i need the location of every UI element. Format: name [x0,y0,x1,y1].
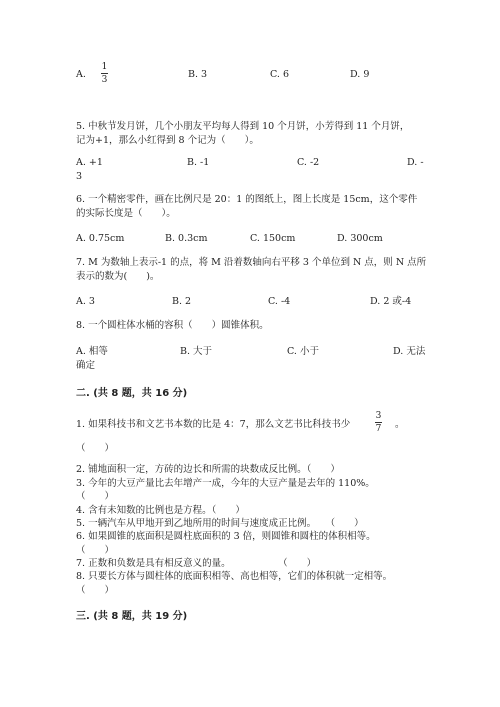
s2-q7: 7. 正数和负数是具有相反意义的量。 （ ） [76,558,317,569]
q5-stem-line1: 5. 中秋节发月饼，几个小朋友平均每人得到 10 个月饼，小芳得到 11 个月饼， [76,121,410,132]
q5-option-d: D. - [407,157,424,168]
q7-option-c: C. -4 [268,296,291,307]
q8-option-d: D. 无法 [393,346,426,357]
q7-option-d: D. 2 或-4 [370,296,412,307]
q5-stem-line2: 记为+1，那么小红得到 8 个记为（ ）。 [76,135,259,146]
q5-option-a: A. +1 [76,157,103,168]
q6-stem-line2: 的实际长度是（ ）。 [76,208,176,219]
s2-q2: 2. 铺地面积一定，方砖的边长和所需的块数成反比例。（ ） [76,464,340,475]
s2-q6-line1: 6. 如果圆锥的底面积是圆柱底面积的 3 倍，则圆锥和圆柱的体积相等。 [76,531,376,542]
fraction-numerator: 1 [101,62,108,72]
q8-option-d-wrap: 确定 [76,360,96,371]
section-3-title: 三. (共 8 题，共 19 分) [76,611,188,622]
s2-q3-line1: 3. 今年的大豆产量比去年增产一成，今年的大豆产量是去年的 110%。 [76,478,375,489]
q8-option-b: B. 大于 [180,346,213,357]
q6-option-b: B. 0.3cm [165,233,208,244]
q4-option-a-fraction [101,62,108,85]
q7-stem-line2: 表示的数为( )。 [76,271,160,282]
q6-option-c: C. 150cm [250,233,296,244]
fraction-bar [101,73,108,74]
section-2-title: 二. (共 8 题，共 16 分) [76,388,188,399]
fraction-numerator: 3 [375,411,382,421]
q8-option-a: A. 相等 [76,346,108,357]
fraction-denominator: 3 [101,75,108,85]
q6-stem-line1: 6. 一个精密零件，画在比例尺是 20：1 的图纸上，图上长度是 15cm，这个零件 [76,194,418,205]
q4-option-b: B. 3 [188,69,208,80]
q5-option-b: B. -1 [187,157,210,168]
q4-option-c: C. 6 [270,69,290,80]
s2-q3-answer-blank: （ ） [76,491,115,502]
s2-q6-answer-blank: （ ） [76,545,115,556]
s2-q1-answer-blank: （ ） [76,443,115,454]
q8-stem-line1: 8. 一个圆柱体水桶的容积（ ）圆锥体积。 [76,320,269,331]
q8-option-c: C. 小于 [287,346,319,357]
q5-option-c: C. -2 [297,157,320,168]
s2-q1-period: 。 [395,419,405,430]
q4-option-d: D. 9 [350,69,370,80]
q7-option-b: B. 2 [172,296,192,307]
q4-option-a-label: A. [76,69,86,80]
s2-q1-fraction [375,411,382,434]
q7-option-a: A. 3 [76,296,95,307]
s2-q4: 4. 含有未知数的比例也是方程。（ ） [76,505,245,516]
fraction-bar [375,422,382,423]
q6-option-a: A. 0.75cm [76,233,125,244]
q7-stem-line1: 7. M 为数轴上表示-1 的点，将 M 沿着数轴向右平移 3 个单位到 N 点，则 N 点所 [76,257,427,268]
s2-q1-line1: 1. 如果科技书和文艺书本数的比是 4：7，那么文艺书比科技书少 [76,419,351,430]
s2-q8-answer-blank: （ ） [76,585,115,596]
fraction-denominator: 7 [375,424,382,434]
q5-option-d-wrap: 3 [76,171,83,182]
q6-option-d: D. 300cm [337,233,383,244]
s2-q5: 5. 一辆汽车从甲地开到乙地所用的时间与速度成正比例。 （ ） [76,518,364,529]
s2-q8-line1: 8. 只要长方体与圆柱体的底面积相等、高也相等，它们的体积就一定相等。 [76,571,393,582]
